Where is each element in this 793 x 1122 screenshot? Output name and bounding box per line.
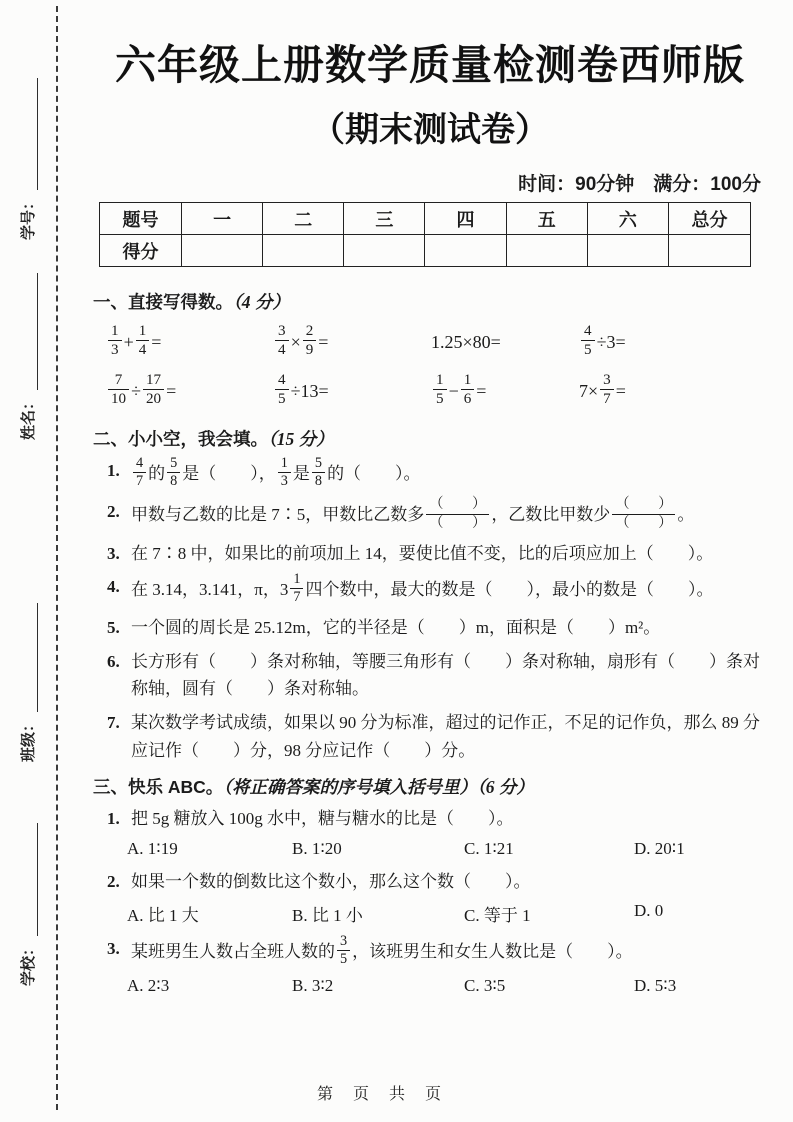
score-row-label: 得分 — [100, 235, 182, 267]
student-number-label: 学号： — [21, 194, 37, 240]
fill-blank-item — [107, 709, 775, 764]
question-number: 1. — [107, 809, 120, 829]
math-problem: $\frac{1}{3}$ + $\frac{1}{4}$ = — [106, 318, 273, 367]
section2-heading-text: 二、小小空，我会填。 — [93, 429, 268, 450]
question-text: 如果一个数的倒数比这个数小，那么这个数（ ）。 — [131, 871, 531, 891]
section3-heading-text: 三、快乐 ABC。 — [93, 777, 224, 798]
score-cell — [344, 235, 425, 267]
student-name-label: 姓名： — [21, 394, 37, 440]
choice-option-d: D. 5∶3 — [634, 976, 677, 996]
class-blank-line — [21, 603, 38, 712]
choice-options-row — [107, 901, 775, 926]
score-table-col-3: 三 — [344, 203, 425, 235]
class-label: 班级： — [21, 716, 37, 762]
choice-option-b: B. 比 1 小 — [292, 906, 363, 926]
score-cell — [182, 235, 263, 267]
math-problem: $\frac{4}{5}$ ÷3= — [579, 318, 775, 367]
fill-blank-item — [107, 540, 775, 568]
choice-options-row — [107, 839, 775, 859]
question-text: 把 5g 糖放入 100g 水中，糖与糖水的比是（ ）。 — [131, 809, 514, 829]
fill-blank-item — [107, 457, 775, 492]
score-table-score-row — [100, 235, 751, 267]
section-multiple-choice — [93, 774, 775, 996]
choice-option-b: B. 3∶2 — [292, 976, 334, 996]
school-blank-line — [21, 823, 38, 936]
section-fill-blanks — [93, 426, 775, 764]
score-cell — [263, 235, 344, 267]
score-table-corner: 题号 — [100, 203, 182, 235]
item-text: 一个圆的周长是 25.12m，它的半径是（ ）m，面积是（ ）m²。 — [131, 618, 661, 638]
choice-question — [107, 868, 775, 896]
item-text: 在 7∶8 中，如果比的前项加上 14，要使比值不变，比的后项应加上（ ）。 — [131, 543, 714, 563]
item-text: 某次数学考试成绩，如果以 90 分为标准，超过的记作正，不足的记作负，那么 89 分应记作（ ）分，98 分应记作（ ）分。 — [131, 713, 760, 760]
section1-heading — [93, 289, 775, 314]
math-problem: $\frac{4}{5}$ ÷13= — [273, 367, 431, 416]
choice-option-a: A. 1∶19 — [127, 838, 178, 858]
section1-heading-text: 一、直接写得数。 — [93, 292, 233, 313]
math-problem: $\frac{3}{4}$ × $\frac{2}{9}$ = — [273, 318, 431, 367]
choice-option-b: B. 1∶20 — [292, 838, 342, 858]
section3-instruction: （将正确答案的序号填入括号里） — [223, 777, 478, 798]
score-table-col-4: 四 — [425, 203, 506, 235]
item-text: 长方形有（ ）条对称轴，等腰三角形有（ ）条对称轴，扇形有（ ）条对称轴，圆有（ ）条对称轴。 — [131, 651, 760, 699]
school-field — [17, 820, 38, 986]
choice-question — [107, 805, 775, 833]
choice-options-row — [107, 976, 775, 996]
page-footer: 第 页 共 页 — [316, 1086, 443, 1103]
math-problem: $\frac{7}{10}$ ÷ $\frac{17}{20}$ = — [106, 367, 273, 416]
question-number: 2. — [107, 871, 120, 891]
student-number-blank-line — [21, 78, 38, 190]
item-number: 6. — [107, 651, 120, 671]
item-text: $\frac{4}{7}$ 的 $\frac{5}{8}$ 是（ ）， $\frac{1}{3}$ 是 $\frac{5}{8}$ 的（ ）。 — [131, 464, 421, 483]
section-oral-calculation — [93, 289, 775, 416]
math-problem: 1.25×80= — [431, 332, 501, 353]
math-problem: $\frac{1}{5}$ − $\frac{1}{6}$ = — [431, 367, 579, 416]
exam-title: 六年级上册数学质量检测卷西师版 — [115, 42, 745, 88]
score-table-header-row — [100, 203, 751, 235]
score-table-col-5: 五 — [506, 203, 587, 235]
student-number-field — [17, 75, 38, 240]
item-number: 2. — [107, 502, 120, 522]
fill-blank-item — [107, 614, 775, 642]
score-table-col-total: 总分 — [669, 203, 751, 235]
choice-option-a: A. 比 1 大 — [127, 906, 199, 926]
section3-points: （6 分） — [477, 777, 534, 798]
score-table — [99, 202, 751, 267]
fill-blank-item — [107, 498, 775, 533]
section2-points: （15 分） — [268, 429, 334, 450]
exam-subtitle: （期末测试卷） — [311, 111, 549, 150]
item-text: 甲数与乙数的比是 7∶5，甲数比乙数多 $\frac{( )}{( )}$ ，乙数比甲数少 $\frac{( )}{( )}$ 。 — [131, 496, 695, 531]
class-field — [17, 600, 38, 762]
choice-option-a: A. 2∶3 — [127, 976, 170, 996]
oral-calc-grid — [93, 318, 775, 416]
fill-blank-item — [107, 573, 775, 608]
student-name-blank-line — [21, 273, 38, 390]
choice-option-d: D. 20∶1 — [634, 838, 685, 858]
math-problem: 7× $\frac{3}{7}$ = — [579, 372, 626, 408]
item-number: 5. — [107, 618, 120, 638]
score-table-col-6: 六 — [587, 203, 668, 235]
section2-heading — [93, 426, 775, 451]
score-table-col-1: 一 — [182, 203, 263, 235]
item-text: 在 3.14，3.141，π，3 $\frac{1}{7}$ 四个数中，最大的数是（ ），最小的数是（ ）。 — [131, 571, 714, 606]
score-cell — [669, 235, 751, 267]
score-cell — [425, 235, 506, 267]
student-info-sidebar — [0, 0, 85, 1122]
score-cell — [587, 235, 668, 267]
item-number: 3. — [107, 543, 120, 563]
time-score-meta: 时间：90分钟 满分：100分 — [518, 174, 761, 196]
choice-option-c: C. 1∶21 — [464, 838, 514, 858]
student-name-field — [17, 270, 38, 440]
question-number: 3. — [107, 939, 120, 959]
section1-points: （4 分） — [233, 292, 290, 313]
score-cell — [506, 235, 587, 267]
choice-question — [107, 935, 775, 970]
item-number: 4. — [107, 577, 120, 597]
score-table-col-2: 二 — [263, 203, 344, 235]
exam-body — [85, 0, 775, 1005]
exam-content — [85, 267, 775, 996]
school-label: 学校： — [21, 940, 37, 986]
section3-heading — [93, 774, 775, 799]
choice-question-list — [93, 805, 775, 996]
fill-blank-item — [107, 648, 775, 703]
question-text: 某班男生人数占全班人数的 $\frac{3}{5}$ ，该班男生和女生人数比是（ ）。 — [131, 933, 633, 968]
choice-option-c: C. 3∶5 — [464, 976, 506, 996]
dashed-fold-line — [56, 6, 58, 1110]
choice-option-c: C. 等于 1 — [464, 906, 531, 926]
fill-blank-list — [93, 457, 775, 764]
item-number: 7. — [107, 713, 120, 733]
item-number: 1. — [107, 461, 120, 481]
choice-option-d: D. 0 — [634, 901, 664, 921]
